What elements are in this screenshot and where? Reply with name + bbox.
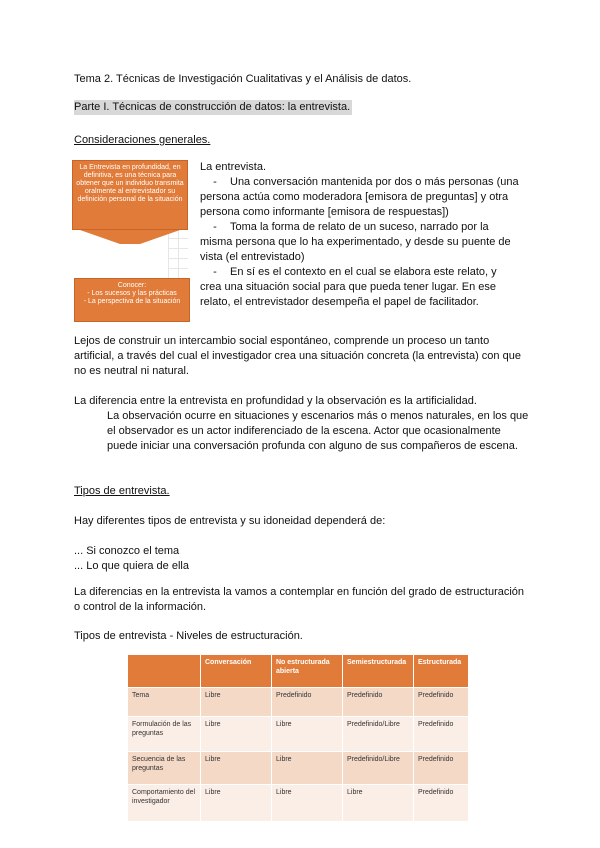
bullet-item <box>200 175 520 220</box>
bullet-text: En sí es el contexto en el cual se elabora este relato, y crea una situación social para que pueda tener lugar. En ese relato, el entrevistador desempeña el papel de facilitador. <box>200 266 497 308</box>
table-header-cell <box>128 655 201 688</box>
bullet-text: Toma la forma de relato de un suceso, narrado por la misma persona que lo ha experimentado, y desde su puente de vista (el entrevistado) <box>200 221 511 263</box>
table-cell: Libre <box>272 785 343 822</box>
paragraph-diferencia <box>74 394 529 454</box>
dash-marker: - <box>213 221 217 233</box>
tipos-list <box>74 544 529 574</box>
section-heading-consideraciones: Consideraciones generales. <box>74 134 211 146</box>
table-row <box>128 717 469 752</box>
part-heading <box>74 100 352 115</box>
paragraph-artificial: Lejos de construir un intercambio social espontáneo, comprende un proceso un tanto artificial, a través del cual el investigador crea una situación concreta (la entrevista) con que no es neutral ni natural. <box>74 335 521 377</box>
table-header-cell: Estructurada <box>414 655 469 688</box>
table-cell: Predefinido <box>414 717 469 752</box>
table-cell: Comportamiento del investigador <box>128 785 201 822</box>
paragraph-diferencia-main: La diferencia entre la entrevista en profundidad y la observación es la artificialidad. <box>74 395 477 407</box>
table-header-cell: Conversación <box>201 655 272 688</box>
diagram-conocer-item: - Los sucesos y las prácticas <box>87 290 177 297</box>
table-cell: Secuencia de las preguntas <box>128 752 201 785</box>
table-cell: Libre <box>201 752 272 785</box>
table-cell: Libre <box>201 785 272 822</box>
document-title: Tema 2. Técnicas de Investigación Cualitativas y el Análisis de datos. <box>74 73 412 85</box>
table-cell: Predefinido <box>414 752 469 785</box>
table-header-row <box>128 655 469 688</box>
niveles-heading: Tipos de entrevista - Niveles de estructuración. <box>74 630 303 642</box>
part-heading-text: Parte I. Técnicas de construcción de datos: la entrevista. <box>74 101 351 113</box>
dash-marker: - <box>213 176 217 188</box>
table-cell: Tema <box>128 688 201 717</box>
table-cell: Formulación de las preguntas <box>128 717 201 752</box>
table-cell: Libre <box>343 785 414 822</box>
table-cell: Libre <box>201 717 272 752</box>
paragraph-estructuracion: La diferencias en la entrevista la vamos a contemplar en función del grado de estructuración o control de la información. <box>74 586 525 613</box>
table-cell: Predefinido/Libre <box>343 752 414 785</box>
diagram-conocer-item: - La perspectiva de la situación <box>83 298 181 305</box>
bullet-item <box>200 220 520 265</box>
table-header-cell: Semiestructurada <box>343 655 414 688</box>
table-row <box>128 688 469 717</box>
estructuracion-table <box>128 655 469 821</box>
definition-diagram <box>72 160 196 322</box>
diagram-callout-arrow <box>80 230 180 244</box>
diagram-definition-box: La Entrevista en profundidad, en definitiva, es una técnica para obtener que un individuo transmita oralmente al entrevistador su definición personal de la situación <box>72 160 188 230</box>
table-cell: Predefinido <box>414 688 469 717</box>
diagram-conocer-box <box>74 278 190 322</box>
entrevista-heading: La entrevista. <box>200 161 267 173</box>
tipos-list-item: ... Lo que quiera de ella <box>74 560 189 572</box>
table-row <box>128 785 469 822</box>
dash-marker: - <box>213 266 217 278</box>
tipos-list-item: ... Si conozco el tema <box>74 545 180 557</box>
table-cell: Predefinido <box>343 688 414 717</box>
table-cell: Predefinido <box>414 785 469 822</box>
entrevista-block <box>200 160 520 310</box>
table-cell: Libre <box>272 752 343 785</box>
table-cell: Predefinido <box>272 688 343 717</box>
table-row <box>128 752 469 785</box>
bullet-item <box>200 265 520 310</box>
section-heading-tipos: Tipos de entrevista. <box>74 485 170 497</box>
table-cell: Predefinido/Libre <box>343 717 414 752</box>
table-cell: Libre <box>201 688 272 717</box>
diagram-conocer-title: Conocer: <box>117 282 147 289</box>
paragraph-observacion: La observación ocurre en situaciones y escenarios más o menos naturales, en los que el observador es un actor indiferenciado de la escena. Actor que ocasionalmente puede iniciar una conversación profunda con alguno de sus compañeros de escena. <box>107 410 529 452</box>
table-header-cell: No estructurada abierta <box>272 655 343 688</box>
tipos-intro: Hay diferentes tipos de entrevista y su idoneidad dependerá de: <box>74 515 386 527</box>
bullet-text: Una conversación mantenida por dos o más personas (una persona actúa como moderadora [emisora de preguntas] y otra persona como informante [emisora de respuestas]) <box>200 176 519 218</box>
table-cell: Libre <box>272 717 343 752</box>
